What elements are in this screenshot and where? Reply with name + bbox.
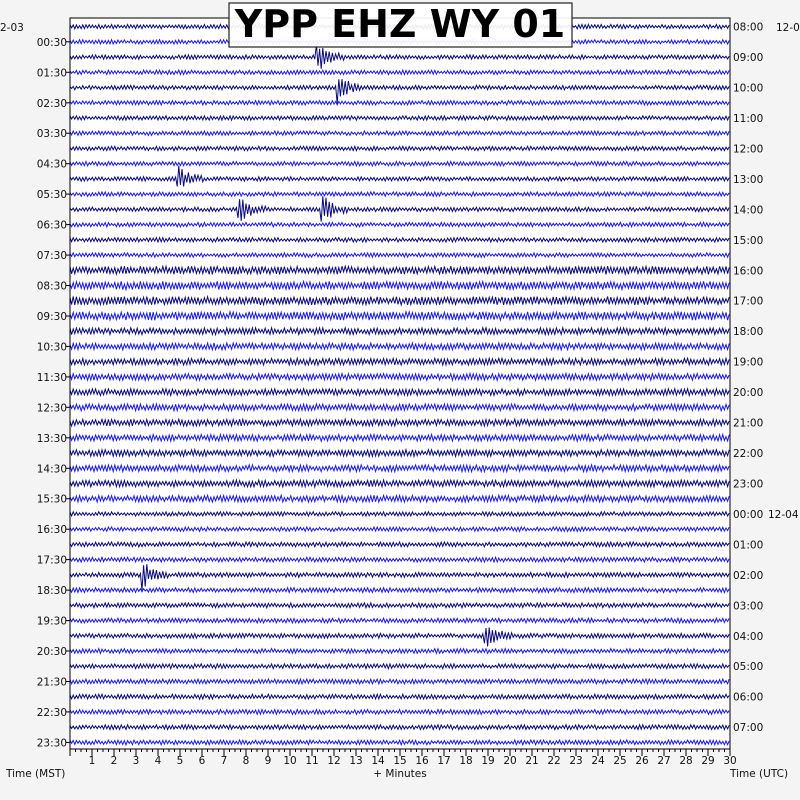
x-tick-label: 28 (679, 755, 693, 767)
x-tick-label: 10 (283, 755, 297, 767)
left-time-label: 09:30 (36, 311, 67, 323)
left-time-label: 12:30 (36, 402, 67, 415)
x-tick-label: 22 (547, 755, 561, 767)
left-time-label: 11:30 (36, 371, 67, 384)
left-time-label: 02:30 (36, 97, 67, 110)
left-time-label: 06:30 (36, 219, 67, 232)
left-time-label: 08:30 (36, 280, 67, 293)
left-time-labels (37, 37, 70, 750)
right-time-label: 04:00 (733, 630, 764, 643)
right-time-label: 06:00 (733, 691, 764, 704)
x-tick-label: 9 (264, 755, 272, 767)
x-tick-label: 30 (723, 755, 737, 767)
right-date-change-label: 12-04 (768, 508, 799, 521)
right-time-label: 09:00 (733, 52, 764, 65)
x-tick-label: 1 (88, 755, 96, 767)
left-time-label: 16:30 (36, 524, 67, 537)
left-time-label: 13:30 (36, 432, 67, 445)
left-time-label: 17:30 (36, 554, 67, 567)
right-time-label: 10:00 (733, 82, 764, 95)
x-tick-label: 18 (459, 755, 473, 767)
right-time-label: 20:00 (733, 387, 764, 400)
x-tick-label: 26 (635, 755, 649, 767)
right-time-label: 02:00 (733, 569, 764, 582)
x-tick-label: 15 (393, 755, 407, 767)
x-tick-label: 16 (415, 755, 429, 767)
x-tick-label: 27 (657, 755, 671, 767)
plot-background (70, 18, 730, 749)
right-date-label: 12-0 (776, 22, 800, 34)
right-time-label: 05:00 (733, 661, 764, 674)
x-tick-label: 5 (176, 755, 184, 767)
right-time-label: 11:00 (733, 113, 764, 125)
left-time-label: 20:30 (36, 646, 67, 658)
right-time-label: 22:00 (733, 448, 764, 460)
x-tick-label: 25 (613, 755, 627, 767)
x-tick-label: 14 (371, 755, 385, 767)
x-tick-label: 21 (525, 755, 539, 767)
x-tick-label: 7 (220, 755, 228, 767)
x-tick-label: 2 (110, 755, 118, 767)
left-time-label: 03:30 (36, 128, 67, 141)
right-time-label: 18:00 (733, 326, 764, 339)
right-time-label: 08:00 (733, 21, 764, 34)
left-date-label: 2-03 (0, 22, 24, 34)
left-time-label: 07:30 (36, 250, 67, 263)
left-axis-label: Time (MST) (6, 768, 66, 780)
x-tick-label: 8 (242, 755, 250, 767)
right-time-label: 03:00 (733, 600, 764, 613)
left-time-label: 14:30 (36, 463, 67, 476)
right-time-label: 01:00 (733, 539, 764, 552)
left-time-label: 00:30 (36, 36, 67, 49)
left-time-label: 15:30 (36, 493, 67, 506)
right-time-label: 00:00 (733, 508, 764, 521)
left-time-label: 05:30 (36, 189, 67, 202)
right-time-label: 21:00 (733, 417, 764, 430)
chart-title: YPP EHZ WY 01 (234, 2, 566, 46)
right-time-labels (733, 22, 799, 735)
x-tick-label: 4 (154, 755, 162, 767)
right-time-label: 12:00 (733, 143, 764, 156)
right-time-label: 17:00 (733, 295, 764, 308)
x-tick-label: 29 (701, 755, 715, 767)
x-tick-label: 20 (503, 755, 517, 767)
x-tick-label: 12 (327, 755, 341, 767)
right-time-label: 13:00 (733, 173, 764, 186)
x-tick-label: 13 (349, 755, 363, 767)
x-tick-label: 6 (198, 755, 206, 767)
left-time-label: 01:30 (36, 67, 67, 80)
left-time-label: 04:30 (36, 158, 67, 171)
left-time-label: 23:30 (36, 737, 67, 750)
chart-title-box (229, 2, 572, 47)
left-time-label: 21:30 (36, 676, 67, 689)
x-tick-label: 3 (132, 755, 140, 767)
left-time-label: 22:30 (36, 706, 67, 719)
x-tick-label: 11 (305, 755, 319, 767)
left-time-label: 18:30 (36, 585, 67, 598)
x-tick-label: 23 (569, 755, 583, 767)
right-axis-label: Time (UTC) (730, 768, 789, 780)
x-axis-label: + Minutes (373, 768, 427, 780)
right-time-label: 14:00 (733, 204, 764, 217)
x-axis-ticks (70, 749, 737, 767)
x-tick-label: 17 (437, 755, 451, 767)
right-time-label: 19:00 (733, 356, 764, 369)
x-tick-label: 24 (591, 755, 605, 767)
right-time-label: 07:00 (733, 722, 764, 735)
left-time-label: 19:30 (36, 615, 67, 628)
x-tick-label: 19 (481, 755, 495, 767)
left-time-label: 10:30 (36, 341, 67, 354)
right-time-label: 16:00 (733, 265, 764, 278)
right-time-label: 15:00 (733, 234, 764, 247)
right-time-label: 23:00 (733, 478, 764, 491)
